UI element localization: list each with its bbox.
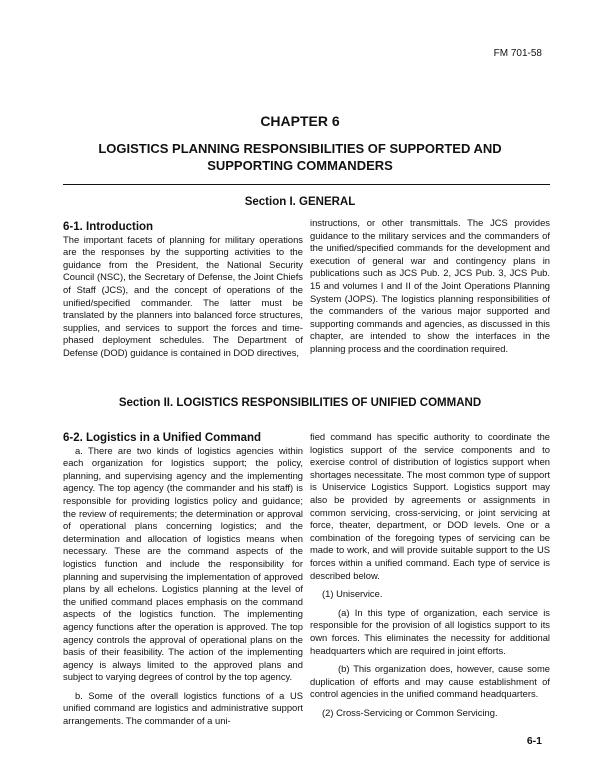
section-2-left-column [63,432,303,728]
paragraph-b-continued: fied command has specific authority to coordinate the logistics support of the service components and to exercise control of distribution of logistics support when shortages necessitate. The most common type of support is Uniservice Logistics Support. Logistics support may also be provided by agreements or assignments in common servicing, cross-servicing, or joint servicing at force, theater, department, or DOD levels. One or a combination of the foregoing types of servicing can be made to work, and will provide suitable support to the US forces within a unified command. Each type of service is described below. [310,431,550,581]
section-1-right-column [310,217,550,356]
unified-command-heading: 6-2. Logistics in a Unified Command [63,432,262,444]
paragraph-b: b. Some of the overall logistics functions of a US unified command are logistics and administrative support arrangements. The commander of a uni- [63,689,303,727]
item-1b: (b) This organization does, however, cause some duplication of efforts and may cause establishment of control agencies in the unified command headquarters. [310,663,550,700]
intro-heading: 6-1. Introduction [63,221,154,233]
divider-rule [63,184,550,185]
intro-left-text: The important facets of planning for military operations are the responses by the supporting activities to the guidance from the President, the National Security Council (NSC), the Secretary of Defense, the Joint Chiefs of Staff (JCS), and the concept of operations of the unified/specified commander. The latter must be translated by the planners into balanced force structures, supplies, and services to support the forces and time-phased deployment schedules. The Department of Defense (DOD) guidance is contained in DOD directives, [63,233,303,358]
chapter-title: LOGISTICS PLANNING RESPONSIBILITIES OF SUPPORTED AND SUPPORTING COMMANDERS [98,141,502,173]
section-1-left-column [63,221,303,360]
chapter-number: CHAPTER 6 [260,113,340,129]
item-2-cross-servicing: (2) Cross-Servicing or Common Servicing. [322,706,498,718]
section-2-right-column [310,431,550,719]
section-1-heading: Section I. GENERAL [244,196,356,208]
intro-right-text: instructions, or other transmittals. The JCS provides guidance to the military services and the commanders of the unified/specified commands for the development and execution of general war and contingency plans in publications such as JCS Pub. 2, JCS Pub. 3, JCS Pub. 15 and volumes I and II of the Joint Operations Planning System (JOPS). The logistics planning responsibilities of the commanders of the various major supported and supporting commands and agencies, as discussed in this chapter, are intended to show the interfaces in the planning process and the coordination required. [310,217,550,354]
paragraph-a: a. There are two kinds of logistics agencies within each organization for logistics support; the policy, planning, and supervising agency and the implementing agency. The top agency (the commander and his staff) is responsible for providing logistics policy and guidance; the review of requirements; the determination or approval of operational plans concerning logistics; and the determination and allocation of logistics means when necessary. These are the command aspects of the logistics function and include the responsibility for planning and supervising the implementation of approved plans by all echelons. Logistics planning at the level of the unified command places emphasis on the command aspects of the logistics function. The implementing agency functions after the operation is approved. The top agency controls the approval of operational plans on the basis of their feasibility. The action of the implementing agency is always limited to the approved plans and subject to varying degrees of control by the top agency. [63,444,303,683]
page-id: FM 701-58 [493,48,542,59]
section-2-heading: Section II. LOGISTICS RESPONSIBILITIES OF UNIFIED COMMAND [118,397,482,409]
page-number: 6-1 [526,735,542,747]
item-1a: (a) In this type of organization, each service is responsible for the provision of all logistics support to its own forces. This eliminates the necessity for additional headquarters which are required in joint efforts. [310,606,550,656]
item-1-uniservice: (1) Uniservice. [322,588,383,600]
